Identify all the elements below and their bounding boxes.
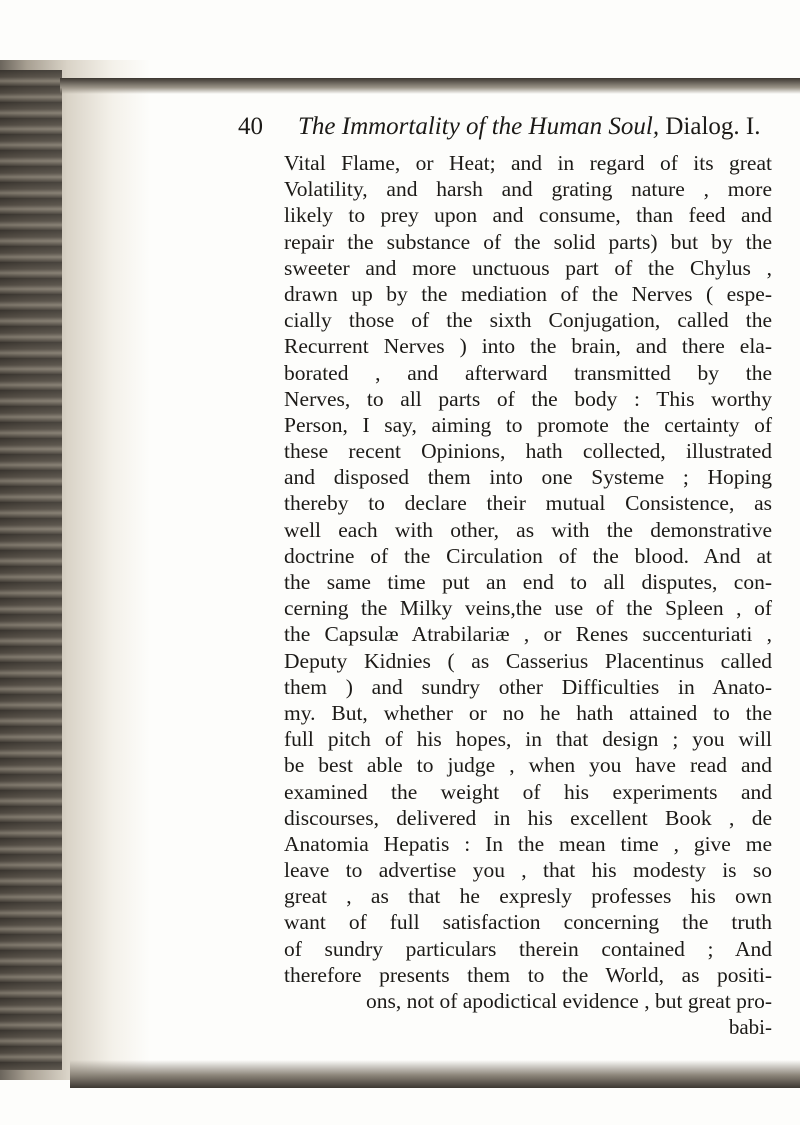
text-line: likely to prey upon and consume, than feed and <box>284 203 772 228</box>
text-line: discourses, delivered in his excellent Book , de <box>284 805 772 830</box>
page-number: 40 <box>238 113 263 140</box>
text-line: sweeter and more unctuous part of the Chylus , <box>284 255 772 280</box>
text-line: Nerves, to all parts of the body : This worthy <box>284 386 772 411</box>
text-line: cially those of the sixth Conjugation, called the <box>284 308 772 333</box>
text-line: examined the weight of his experiments and <box>284 779 772 804</box>
text-line: and disposed them into one Systeme ; Hoping <box>284 465 772 490</box>
page-edge-stack <box>0 70 62 1070</box>
text-line: the Capsulæ Atrabilariæ , or Renes succenturiati , <box>284 622 772 647</box>
text-line: them ) and sundry other Difficulties in Anato- <box>284 674 772 699</box>
text-line: the same time put an end to all disputes, con- <box>284 570 772 594</box>
running-title: The Immortality of the Human Soul, <box>298 113 660 140</box>
text-line: Anatomia Hepatis : In the mean time , give me <box>284 831 772 856</box>
text-line: cerning the Milky veins,the use of the Spleen , of <box>284 596 772 621</box>
text-line: well each with other, as with the demonstrative <box>284 517 772 542</box>
text-line: great , as that he expresly professes his own <box>284 884 772 909</box>
text-line: Person, I say, aiming to promote the certainty of <box>284 412 772 437</box>
text-line: my. But, whether or no he hath attained to the <box>284 700 772 725</box>
text-line: these recent Opinions, hath collected, illustrated <box>284 439 772 464</box>
text-line: Deputy Kidnies ( as Casserius Placentinus called <box>284 648 772 673</box>
text-line: borated , and afterward transmitted by the <box>284 360 772 385</box>
bottom-page-shadow <box>70 1060 800 1088</box>
text-line: Vital Flame, or Heat; and in regard of its great <box>284 151 772 175</box>
text-line: therefore presents them to the World, as positi- <box>284 962 772 987</box>
running-section: Dialog. I. <box>665 113 761 140</box>
text-line: thereby to declare their mutual Consistence, as <box>284 491 772 516</box>
top-page-shadow <box>60 78 800 94</box>
catchword: babi- <box>728 1015 772 1040</box>
text-line: leave to advertise you , that his modesty is so <box>284 858 772 883</box>
body-text <box>284 150 772 1040</box>
text-line: Volatility, and harsh and grating nature , more <box>284 177 772 202</box>
running-head <box>298 113 760 141</box>
text-line: full pitch of his hopes, in that design ; you will <box>284 727 772 752</box>
text-line: want of full satisfaction concerning the truth <box>284 910 772 935</box>
text-line: of sundry particulars therein contained ; And <box>284 936 772 961</box>
text-line: ons, not of apodictical evidence , but great pro- <box>366 989 772 1013</box>
text-line: Recurrent Nerves ) into the brain, and there ela- <box>284 334 772 359</box>
text-line: repair the substance of the solid parts) but by the <box>284 229 772 254</box>
text-line: drawn up by the mediation of the Nerves ( espe- <box>284 281 772 306</box>
text-line: doctrine of the Circulation of the blood. And at <box>284 543 772 568</box>
text-line: be best able to judge , when you have read and <box>284 753 772 778</box>
